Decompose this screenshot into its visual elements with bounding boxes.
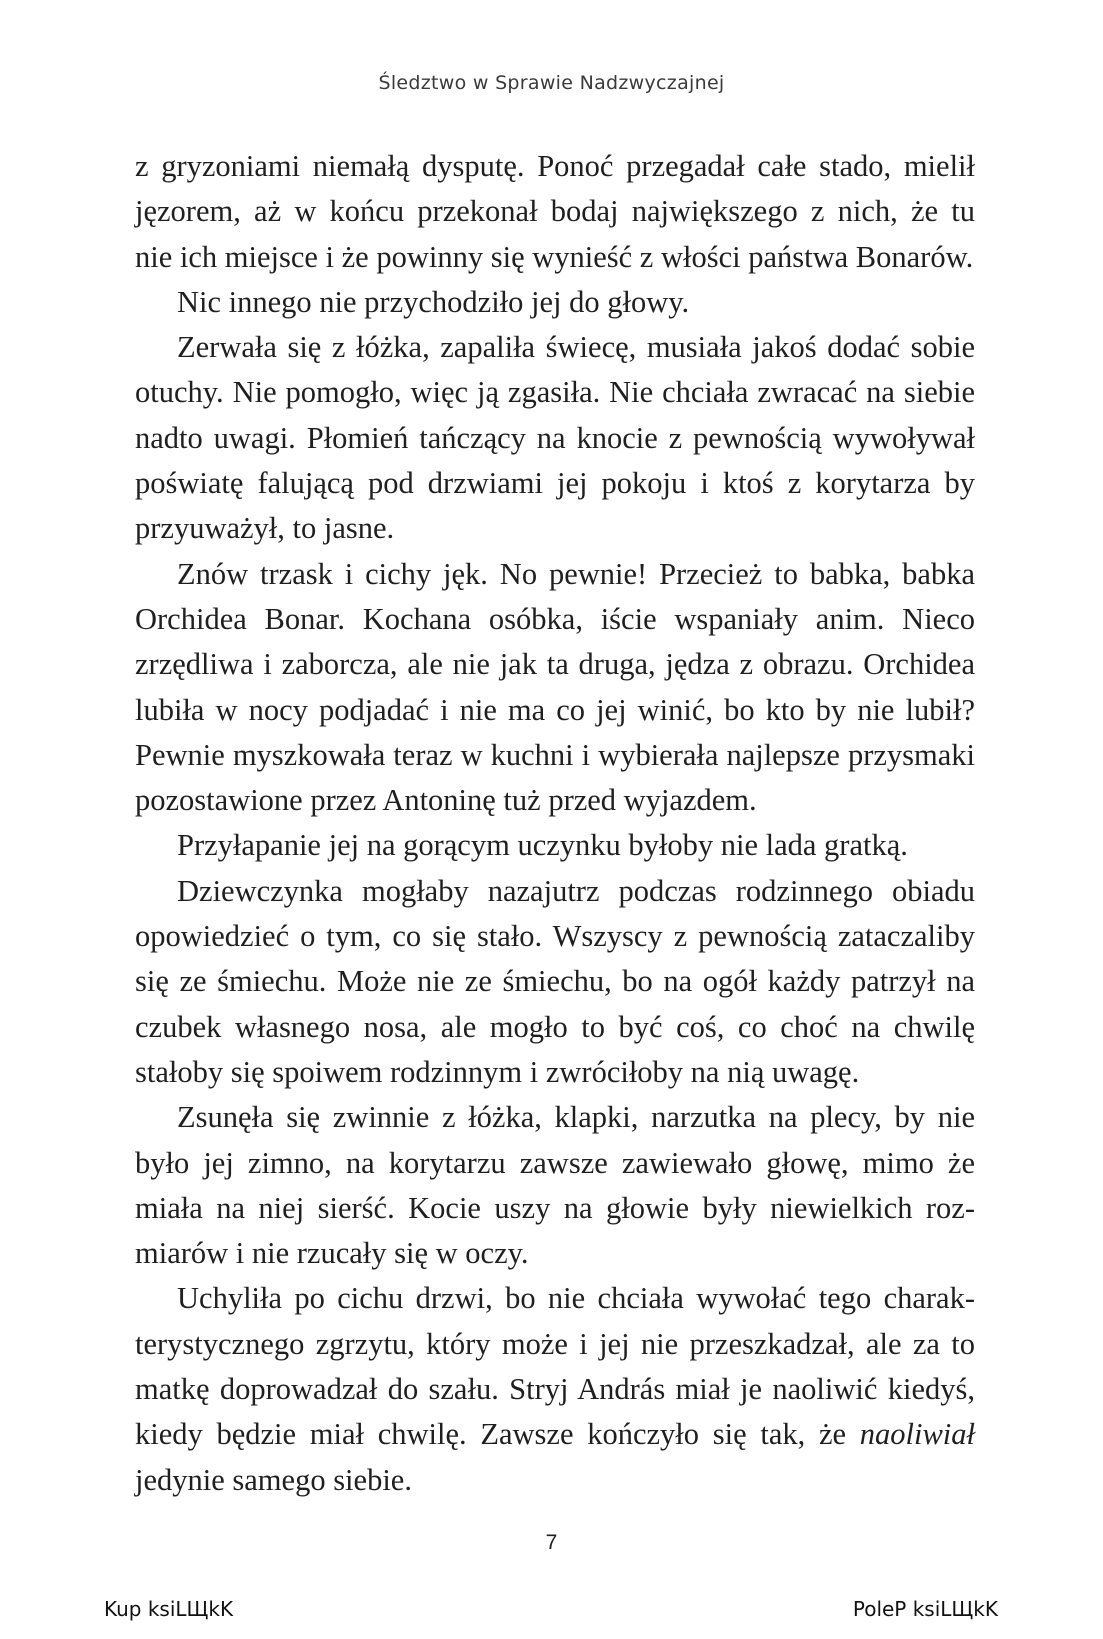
text-line: otuchy. Nie pomogło, więc ją zgasiła. Nie chciała zwracać na siebie bbox=[135, 375, 975, 410]
text-line: terystycznego zgrzytu, który może i jej nie przeszkadzał, ale za to bbox=[135, 1326, 975, 1361]
text-line: Zerwała się z łóżka, zapaliła świecę, musiała jakoś dodać sobie bbox=[177, 330, 975, 365]
text-line: nadto uwagi. Płomień tańczący na knocie z pewnością wywoływał bbox=[135, 420, 975, 455]
text-line: matkę doprowadzał do szału. Stryj András miał je naoliwić kiedyś, bbox=[135, 1372, 975, 1407]
body-text bbox=[135, 144, 975, 1503]
text-line: Dziewczynka mogłaby nazajutrz podczas rodzinnego obiadu bbox=[177, 873, 975, 908]
text-line: opowiedzieć o tym, co się stało. Wszyscy z pewnością zataczaliby bbox=[135, 919, 975, 954]
buy-book-link[interactable]: Kup ksiLЩkK bbox=[104, 1597, 234, 1621]
text-line: zrzędliwa i zaborcza, ale nie jak ta druga, jędza z obrazu. Orchidea bbox=[135, 647, 975, 682]
text-line: lubiła w nocy podjadać i nie ma co jej winić, bo kto by nie lubił? bbox=[135, 692, 975, 727]
text-line: jęzorem, aż w końcu przekonał bodaj największego z nich, że tu bbox=[135, 194, 975, 229]
text-line: Uchyliła po cichu drzwi, bo nie chciała wywołać tego charak- bbox=[177, 1281, 975, 1316]
text-line: przyuważył, to jasne. bbox=[135, 511, 395, 546]
text-line: Przyłapanie jej na gorącym uczynku byłoby nie lada gratką. bbox=[177, 828, 908, 863]
text-line: Nic innego nie przychodziło jej do głowy. bbox=[177, 284, 690, 319]
text-line: Zsunęła się zwinnie z łóżka, klapki, narzutka na plecy, by nie bbox=[177, 1100, 975, 1135]
text-line: się ze śmiechu. Może nie ze śmiechu, bo na ogół każdy patrzył na bbox=[135, 964, 975, 999]
text-line: było jej zimno, na korytarzu zawsze zawiewało głowę, mimo że bbox=[135, 1145, 975, 1180]
text-line: nie ich miejsce i że powinny się wynieść z włości państwa Bonarów. bbox=[135, 239, 974, 274]
text-line: miarów i nie rzucały się w oczy. bbox=[135, 1236, 529, 1271]
text-line: czubek własnego nosa, ale mogło to być coś, co choć na chwilę bbox=[135, 1009, 975, 1044]
text-line: poświatę falującą pod drzwiami jej pokoju i ktoś z korytarza by bbox=[135, 466, 975, 501]
recommend-book-link[interactable]: PoleP ksiLЩkK bbox=[852, 1597, 998, 1621]
text-line: Znów trzask i cichy jęk. No pewnie! Przecież to babka, babka bbox=[177, 556, 975, 591]
text-line: Pewnie myszkowała teraz w kuchni i wybierała najlepsze przysmaki bbox=[135, 737, 975, 772]
text-line: jedynie samego siebie. bbox=[135, 1462, 412, 1497]
text-line-start: kiedy będzie miał chwilę. Zawsze kończyło się tak, że bbox=[135, 1417, 860, 1452]
italic-word: naoliwiał bbox=[859, 1417, 975, 1452]
text-line bbox=[135, 1412, 975, 1457]
text-line: z gryzoniami niemałą dysputę. Ponoć przegadał całe stado, mielił bbox=[135, 149, 975, 183]
text-line: stałoby się spoiwem rodzinnym i zwróciłoby na nią uwagę. bbox=[135, 1054, 860, 1089]
text-line: pozostawione przez Antoninę tuż przed wyjazdem. bbox=[135, 783, 757, 818]
text-line: Orchidea Bonar. Kochana osóbka, iście wspaniały anim. Nieco bbox=[135, 601, 975, 636]
page-number: 7 bbox=[545, 1531, 558, 1554]
running-header: Śledztwo w Sprawie Nadzwyczajnej bbox=[378, 72, 725, 94]
text-line: miała na niej sierść. Kocie uszy na głowie były niewielkich roz- bbox=[135, 1190, 975, 1225]
